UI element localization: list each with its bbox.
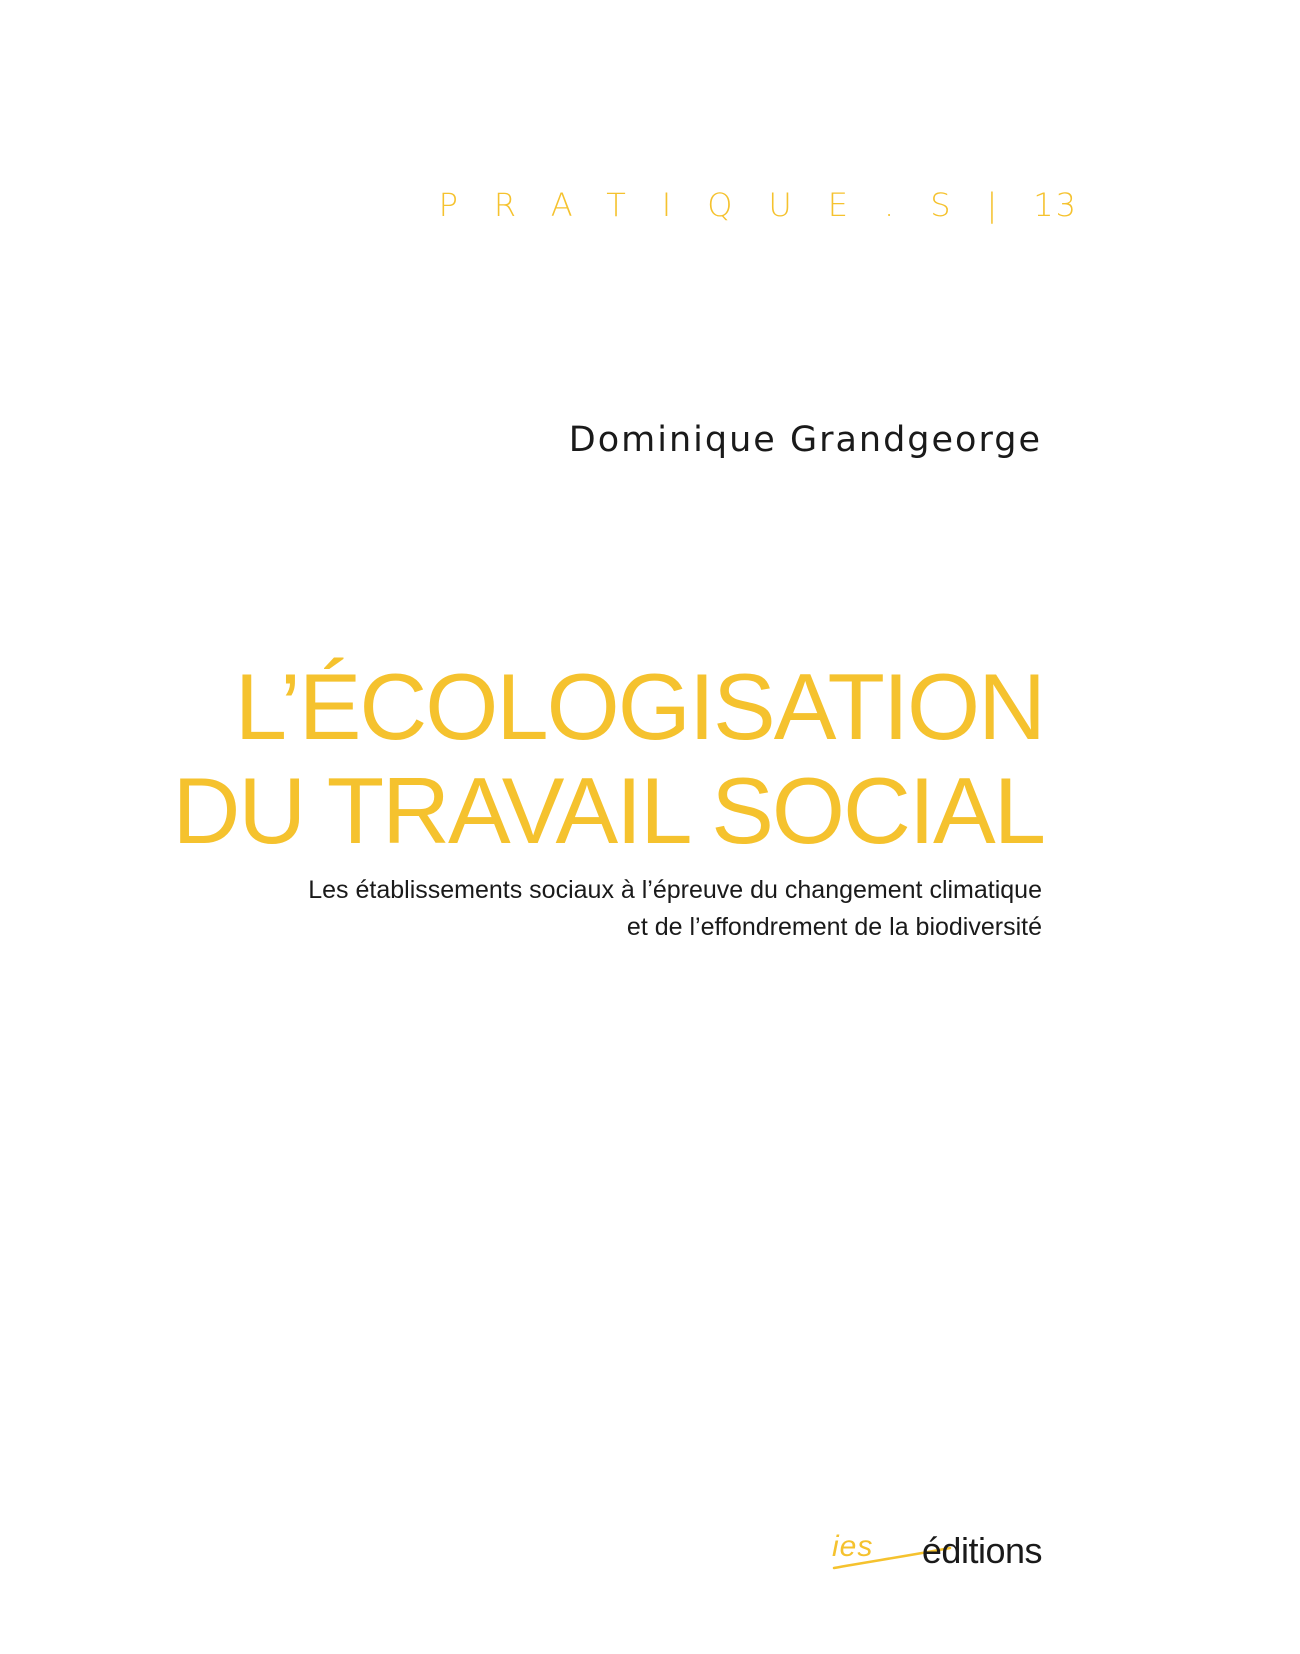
title-line-2: DU TRAVAIL SOCIAL [172, 758, 1044, 863]
book-subtitle [308, 872, 1042, 946]
series-number: 13 [1033, 186, 1078, 224]
publisher-logo [832, 1530, 1042, 1580]
publisher-name: éditions [921, 1530, 1042, 1571]
author-name: Dominique Grandgeorge [568, 420, 1042, 460]
subtitle-line-2: et de l’effondrement de la biodiversité [626, 913, 1042, 941]
series-name: PRATIQUE.S [438, 186, 987, 224]
subtitle-line-1: Les établissements sociaux à l’épreuve du changement climatique [308, 876, 1042, 904]
book-title [173, 655, 1044, 863]
title-line-1: L’ÉCOLOGISATION [234, 654, 1044, 759]
publisher-prefix: ies [832, 1530, 874, 1563]
series-separator: | [986, 186, 1034, 224]
series-label [439, 186, 1078, 224]
